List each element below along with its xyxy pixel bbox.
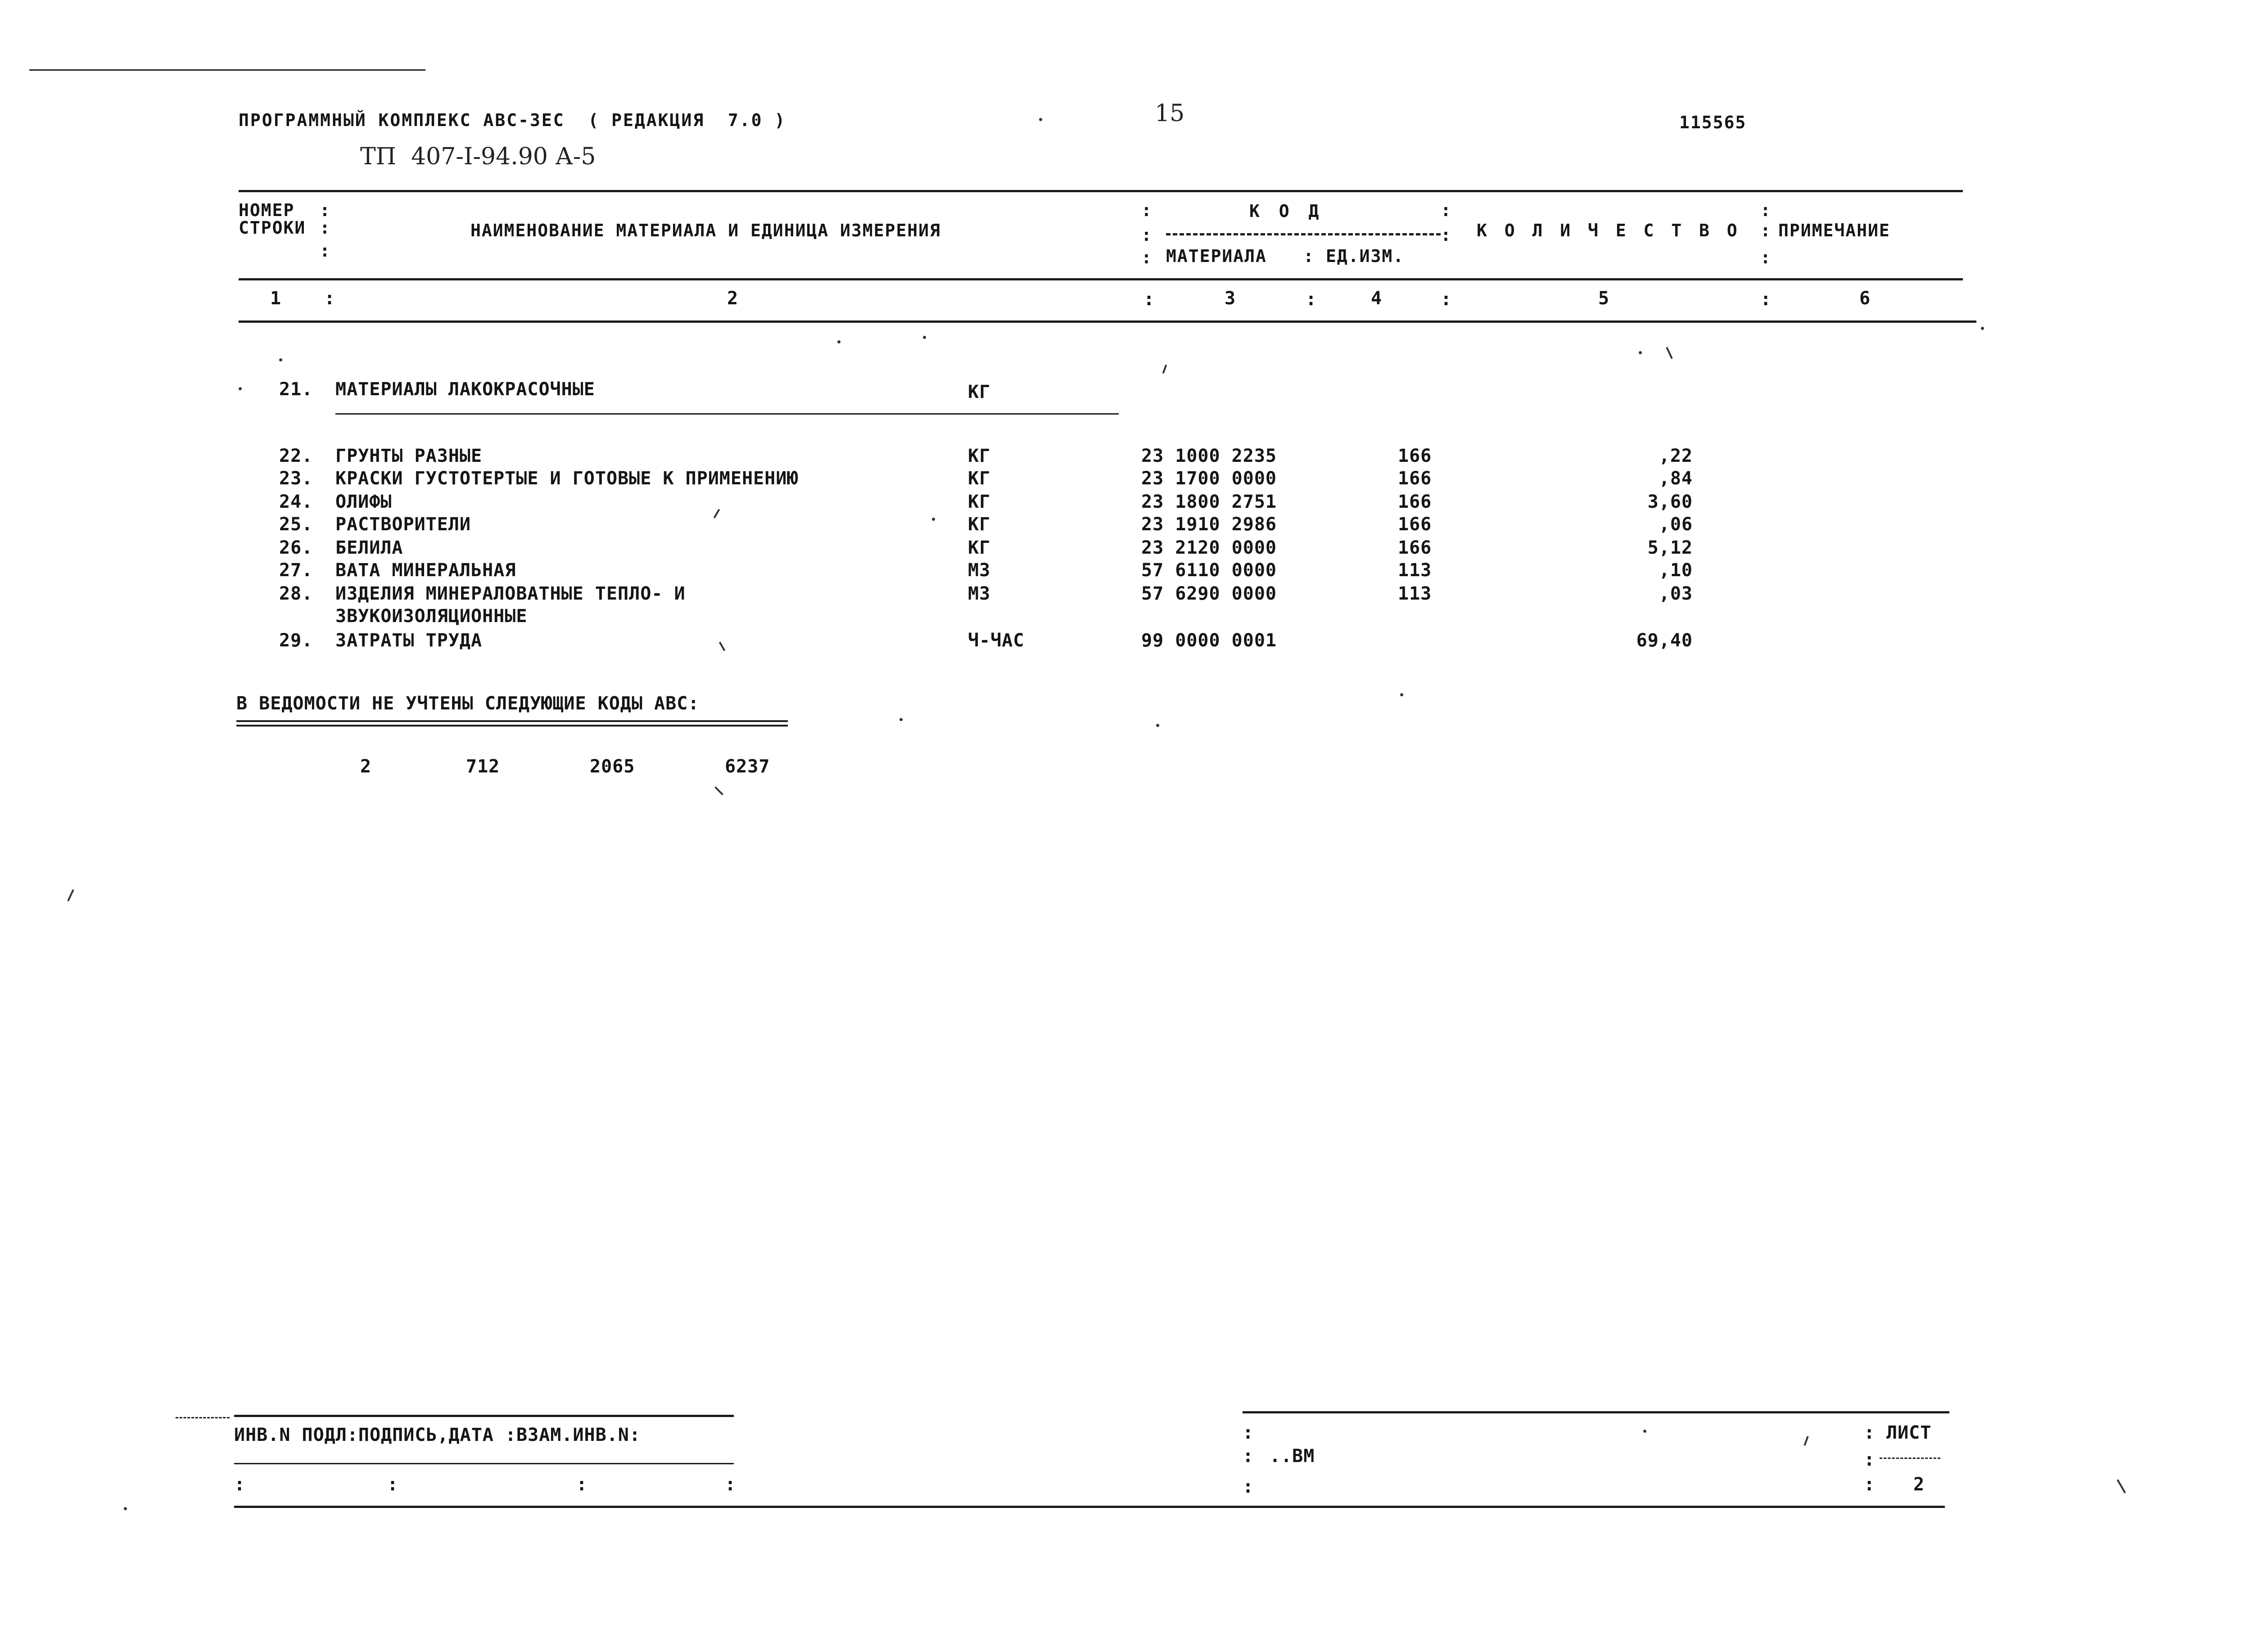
scan-mark — [1666, 347, 1672, 359]
separator: : — [1141, 248, 1153, 267]
stamp-center-text: ..ВМ — [1270, 1446, 1315, 1467]
scan-speck — [279, 358, 282, 361]
page-number: 15 — [1155, 100, 1185, 127]
section-number: 21. — [279, 379, 313, 400]
separator: : — [725, 1474, 737, 1495]
cell-name: РАСТВОРИТЕЛИ — [335, 514, 471, 535]
scan-speck — [239, 387, 242, 390]
separator: : — [576, 1474, 588, 1495]
separator: : — [1864, 1474, 1876, 1495]
separator: : — [324, 288, 336, 309]
stamp-left-header: ИНВ.N ПОДЛ:ПОДПИСЬ,ДАТА :ВЗАМ.ИНВ.N: — [234, 1425, 641, 1445]
col-index-3: 3 — [1225, 288, 1236, 309]
cell-material-code: 57 6290 0000 — [1141, 583, 1277, 604]
separator: : — [1760, 248, 1772, 267]
separator: : — [1303, 246, 1315, 266]
col-index-4: 4 — [1371, 288, 1383, 309]
cell-name: КРАСКИ ГУСТОТЕРТЫЕ И ГОТОВЫЕ К ПРИМЕНЕНИЮ — [335, 468, 799, 489]
cell-unit: КГ — [968, 446, 991, 466]
col-index-2: 2 — [727, 288, 739, 309]
col-header-number-2: СТРОКИ — [239, 218, 306, 238]
scan-speck — [923, 336, 926, 339]
cell-unit: КГ — [968, 468, 991, 489]
cell-num: 29. — [279, 630, 313, 651]
scan-mark — [2117, 1479, 2126, 1493]
cell-qty: ,84 — [1659, 468, 1693, 489]
cell-unit-code: 166 — [1398, 514, 1432, 535]
separator: : — [1760, 200, 1772, 220]
col-header-code-unit: ЕД.ИЗМ. — [1326, 246, 1405, 266]
cell-unit-code: 113 — [1398, 560, 1432, 581]
scan-speck — [1400, 693, 1403, 696]
cell-material-code: 23 1910 2986 — [1141, 514, 1277, 535]
sheet-number: 2 — [1913, 1474, 1925, 1495]
separator: : — [1864, 1449, 1876, 1470]
cell-num: 25. — [279, 514, 313, 535]
section-title: МАТЕРИАЛЫ ЛАКОКРАСОЧНЫЕ — [335, 379, 595, 400]
cell-name-continuation: ЗВУКОИЗОЛЯЦИОННЫЕ — [335, 606, 528, 627]
scan-speck — [1643, 1430, 1646, 1433]
separator: : — [1441, 200, 1452, 220]
cell-unit: КГ — [968, 492, 991, 512]
cell-unit-code: 166 — [1398, 492, 1432, 512]
cell-name: БЕЛИЛА — [335, 537, 403, 558]
col-header-number: НОМЕР — [239, 200, 295, 220]
cell-unit: Ч-ЧАС — [968, 630, 1025, 651]
cell-qty: ,06 — [1659, 514, 1693, 535]
cell-unit-code: 166 — [1398, 468, 1432, 489]
separator: : — [1306, 289, 1317, 310]
footnote-code: 712 — [466, 756, 500, 777]
separator: : — [1864, 1422, 1876, 1443]
cell-material-code: 57 6110 0000 — [1141, 560, 1277, 581]
cell-material-code: 99 0000 0001 — [1141, 630, 1277, 651]
cell-material-code: 23 2120 0000 — [1141, 537, 1277, 558]
separator: : — [1441, 289, 1452, 310]
separator: : — [320, 200, 331, 220]
separator: : — [320, 218, 331, 238]
cell-num: 28. — [279, 583, 313, 604]
cell-num: 22. — [279, 446, 313, 466]
footnote-code: 6237 — [725, 756, 770, 777]
scan-speck — [1639, 351, 1642, 354]
col-index-1: 1 — [270, 288, 282, 309]
cell-num: 27. — [279, 560, 313, 581]
scan-mark — [1804, 1436, 1808, 1446]
footnote-title: В ВЕДОМОСТИ НЕ УЧТЕНЫ СЛЕДУЮЩИЕ КОДЫ АВС: — [236, 693, 700, 714]
separator: : — [1144, 289, 1155, 310]
scan-speck — [837, 340, 841, 343]
cell-unit: М3 — [968, 560, 991, 581]
cell-unit: М3 — [968, 583, 991, 604]
cell-material-code: 23 1700 0000 — [1141, 468, 1277, 489]
scan-mark — [67, 889, 74, 901]
cell-material-code: 23 1000 2235 — [1141, 446, 1277, 466]
cell-name: ОЛИФЫ — [335, 492, 392, 512]
separator: : — [1141, 200, 1153, 220]
footnote-code: 2 — [360, 756, 372, 777]
separator: : — [387, 1474, 399, 1495]
scan-speck — [124, 1507, 127, 1510]
col-header-code-material: МАТЕРИАЛА — [1166, 246, 1267, 266]
cell-qty: 69,40 — [1636, 630, 1693, 651]
cell-qty: ,10 — [1659, 560, 1693, 581]
separator: : — [1760, 221, 1772, 240]
cell-unit: КГ — [968, 537, 991, 558]
cell-qty: ,03 — [1659, 583, 1693, 604]
separator: : — [1243, 1446, 1254, 1467]
scan-speck — [1156, 724, 1159, 727]
cell-unit: КГ — [968, 514, 991, 535]
col-index-6: 6 — [1859, 288, 1871, 309]
separator: : — [1441, 225, 1452, 245]
cell-qty: 5,12 — [1647, 537, 1693, 558]
cell-name: ГРУНТЫ РАЗНЫЕ — [335, 446, 483, 466]
separator: : — [1141, 225, 1153, 245]
cell-qty: ,22 — [1659, 446, 1693, 466]
col-header-code: К О Д — [1249, 201, 1324, 221]
separator: : — [320, 241, 331, 261]
cell-qty: 3,60 — [1647, 492, 1693, 512]
document-code: 115565 — [1679, 113, 1747, 132]
scan-mark — [714, 786, 723, 795]
separator: : — [1243, 1476, 1254, 1497]
cell-num: 26. — [279, 537, 313, 558]
cell-unit-code: 166 — [1398, 446, 1432, 466]
col-index-5: 5 — [1598, 288, 1610, 309]
scan-speck — [932, 518, 935, 521]
separator: : — [1760, 289, 1772, 310]
section-unit: КГ — [968, 382, 991, 402]
cell-name: ИЗДЕЛИЯ МИНЕРАЛОВАТНЫЕ ТЕПЛО- И — [335, 583, 686, 604]
scan-mark — [714, 509, 720, 518]
scan-mark — [719, 641, 725, 651]
scan-mark — [1162, 365, 1167, 374]
footnote-code: 2065 — [590, 756, 635, 777]
scan-speck — [899, 718, 903, 721]
col-header-name: НАИМЕНОВАНИЕ МАТЕРИАЛА И ЕДИНИЦА ИЗМЕРЕНИЯ — [470, 221, 941, 240]
cell-name: ВАТА МИНЕРАЛЬНАЯ — [335, 560, 516, 581]
project-code: ТП 407-I-94.90 А-5 — [360, 143, 596, 170]
col-header-note: ПРИМЕЧАНИЕ — [1778, 221, 1890, 240]
cell-material-code: 23 1800 2751 — [1141, 492, 1277, 512]
col-header-quantity: К О Л И Ч Е С Т В О — [1477, 221, 1741, 240]
cell-num: 24. — [279, 492, 313, 512]
program-title: ПРОГРАММНЫЙ КОМПЛЕКС АВС-3ЕС ( РЕДАКЦИЯ 7.0 ) — [239, 110, 786, 130]
scan-speck — [1981, 327, 1984, 330]
cell-name: ЗАТРАТЫ ТРУДА — [335, 630, 483, 651]
cell-num: 23. — [279, 468, 313, 489]
cell-unit-code: 166 — [1398, 537, 1432, 558]
separator: : — [1243, 1422, 1254, 1443]
separator: : — [234, 1474, 246, 1495]
sheet-label: ЛИСТ — [1886, 1422, 1932, 1443]
cell-unit-code: 113 — [1398, 583, 1432, 604]
scan-speck — [1039, 118, 1042, 121]
